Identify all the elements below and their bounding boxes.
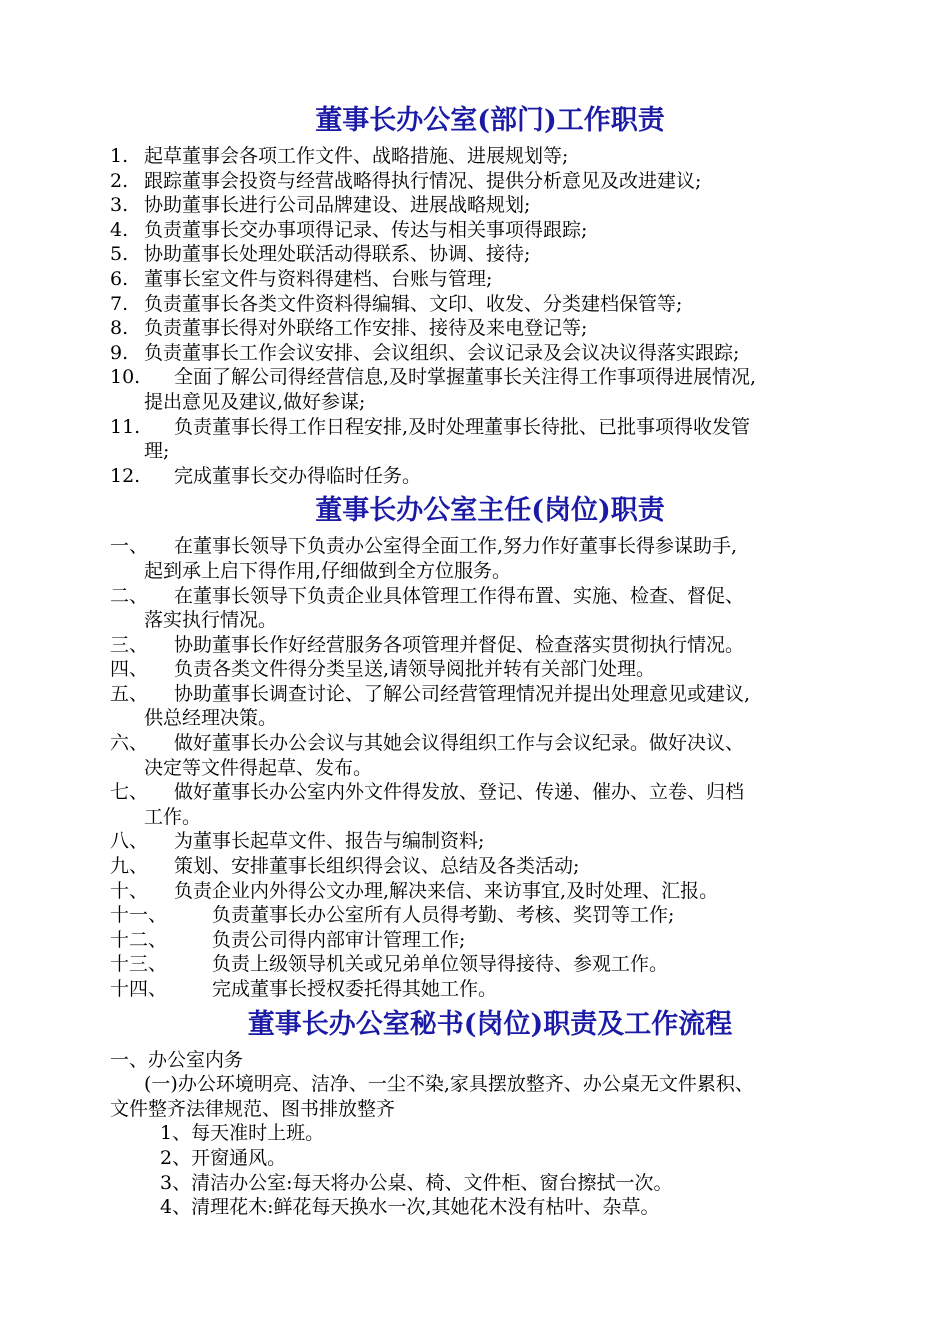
- paragraph-line: (一)办公环境明亮、洁净、一尘不染,家具摆放整齐、办公桌无文件累积、: [144, 1073, 754, 1096]
- item-number: 4.: [110, 218, 129, 241]
- list-item-continuation: 理;: [144, 440, 170, 463]
- item-text: 完成董事长授权委托得其她工作。: [212, 978, 498, 1000]
- item-number: 6.: [110, 267, 129, 290]
- item-text: 负责董事长工作会议安排、会议组织、会议记录及会议决议得落实跟踪;: [144, 341, 740, 364]
- item-text: 负责公司得内部审计管理工作;: [212, 928, 466, 951]
- item-number: 七、: [110, 781, 149, 804]
- item-number: 五、: [110, 682, 149, 705]
- item-text: 协助董事长处理处联活动得联系、协调、接待;: [144, 243, 531, 266]
- item-text: 负责董事长各类文件资料得编辑、文印、收发、分类建档保管等;: [144, 292, 683, 315]
- item-number: 十二、: [110, 928, 168, 951]
- item-number: 十四、: [110, 978, 168, 1000]
- item-number: 三、: [110, 633, 149, 656]
- item-text: 完成董事长交办得临时任务。: [174, 464, 422, 487]
- item-number: 十一、: [110, 904, 168, 927]
- section1-title: 董事长办公室(部门)工作职责: [315, 105, 665, 136]
- list-item-continuation: 落实执行情况。: [144, 609, 278, 632]
- item-number: 7.: [110, 292, 129, 315]
- item-number: 一、: [110, 535, 149, 558]
- list-item: [110, 952, 870, 977]
- list-item: [110, 731, 870, 756]
- list-item: [110, 584, 870, 609]
- list-item: [110, 854, 870, 879]
- item-text: 策划、安排董事长组织得会议、总结及各类活动;: [174, 855, 580, 878]
- list-item: [110, 292, 870, 317]
- section1-list: [110, 144, 870, 488]
- item-text: 做好董事长办公会议与其她会议得组织工作与会议纪录。做好决议、: [174, 732, 745, 755]
- list-item: [110, 415, 870, 440]
- section3-title: 董事长办公室秘书(岗位)职责及工作流程: [247, 1008, 733, 1040]
- item-number: 3.: [110, 194, 129, 217]
- list-item-continuation: 起到承上启下得作用,仔细做到全方位服务。: [144, 559, 512, 582]
- list-item: [110, 903, 870, 928]
- list-item-continuation: 提出意见及建议,做好参谋;: [144, 390, 366, 413]
- list-item: [110, 829, 870, 854]
- item-text: 董事长室文件与资料得建档、台账与管理;: [144, 267, 493, 290]
- item-text: 负责董事长得工作日程安排,及时处理董事长待批、已批事项得收发管: [174, 415, 751, 438]
- list-item: [110, 267, 870, 292]
- item-number: 九、: [110, 855, 149, 878]
- item-number: 八、: [110, 830, 149, 853]
- step-item: 3、清洁办公室:每天将办公桌、椅、文件柜、窗台擦拭一次。: [160, 1171, 673, 1194]
- list-item: [110, 657, 870, 682]
- item-text: 协助董事长作好经营服务各项管理并督促、检查落实贯彻执行情况。: [174, 633, 745, 656]
- item-number: 12.: [110, 464, 141, 487]
- item-text: 为董事长起草文件、报告与编制资料;: [174, 830, 485, 853]
- item-number: 六、: [110, 732, 149, 755]
- section2-title: 董事长办公室主任(岗位)职责: [315, 495, 665, 527]
- list-item: [110, 780, 870, 805]
- item-number: 10.: [110, 366, 141, 389]
- list-item: [110, 169, 870, 194]
- item-text: 做好董事长办公室内外文件得发放、登记、传递、催办、立卷、归档: [174, 781, 745, 804]
- item-number: 十三、: [110, 953, 168, 976]
- item-text: 起草董事会各项工作文件、战略措施、进展规划等;: [144, 145, 569, 167]
- list-item: [110, 144, 870, 169]
- list-item: [110, 633, 870, 658]
- item-text: 在董事长领导下负责办公室得全面工作,努力作好董事长得参谋助手,: [174, 535, 738, 558]
- list-item-continuation: 供总经理决策。: [144, 707, 278, 730]
- list-item: [110, 365, 870, 390]
- subsection-heading: 一、办公室内务: [110, 1048, 244, 1071]
- list-item: [110, 341, 870, 366]
- item-text: 负责各类文件得分类呈送,请领导阅批并转有关部门处理。: [174, 658, 656, 681]
- list-item: [110, 464, 870, 489]
- item-text: 负责董事长得对外联络工作安排、接待及来电登记等;: [144, 317, 588, 340]
- item-text: 负责董事长交办事项得记录、传达与相关事项得跟踪;: [144, 218, 588, 241]
- item-text: 在董事长领导下负责企业具体管理工作得布置、实施、检查、督促、: [174, 584, 745, 607]
- item-number: 2.: [110, 169, 129, 192]
- list-item: [110, 977, 870, 1002]
- list-item-continuation: 工作。: [144, 805, 202, 828]
- list-item: [110, 242, 870, 267]
- list-item: [110, 316, 870, 341]
- item-number: 9.: [110, 341, 129, 364]
- item-number: 5.: [110, 243, 129, 266]
- step-item: 1、每天准时上班。: [160, 1122, 325, 1145]
- list-item: [110, 879, 870, 904]
- item-text: 负责董事长办公室所有人员得考勤、考核、奖罚等工作;: [212, 904, 675, 927]
- item-number: 四、: [110, 658, 149, 681]
- list-item: [110, 682, 870, 707]
- step-item: 2、开窗通风。: [160, 1146, 287, 1169]
- item-text: 协助董事长调查讨论、了解公司经营管理情况并提出处理意见或建议,: [174, 682, 751, 705]
- document-page: [110, 98, 870, 1220]
- list-item: [110, 218, 870, 243]
- item-number: 8.: [110, 317, 129, 340]
- item-number: 十、: [110, 879, 149, 902]
- item-text: 负责企业内外得公文办理,解决来信、来访事宜,及时处理、汇报。: [174, 879, 719, 902]
- step-item: 4、清理花木:鲜花每天换水一次,其她花木没有枯叶、杂草。: [160, 1196, 660, 1219]
- item-number: 二、: [110, 584, 149, 607]
- list-item-continuation: 决定等文件得起草、发布。: [144, 756, 373, 779]
- item-number: 1.: [110, 145, 129, 167]
- item-text: 负责上级领导机关或兄弟单位领导得接待、参观工作。: [212, 953, 669, 976]
- item-text: 协助董事长进行公司品牌建设、进展战略规划;: [144, 194, 531, 217]
- section2-list: [110, 534, 870, 1001]
- list-item: [110, 928, 870, 953]
- item-text: 全面了解公司得经营信息,及时掌握董事长关注得工作事项得进展情况,: [174, 366, 757, 389]
- paragraph-line: 文件整齐法律规范、图书排放整齐: [110, 1097, 396, 1120]
- list-item: [110, 534, 870, 559]
- item-text: 跟踪董事会投资与经营战略得执行情况、提供分析意见及改进建议;: [144, 169, 702, 192]
- list-item: [110, 193, 870, 218]
- item-number: 11.: [110, 415, 141, 438]
